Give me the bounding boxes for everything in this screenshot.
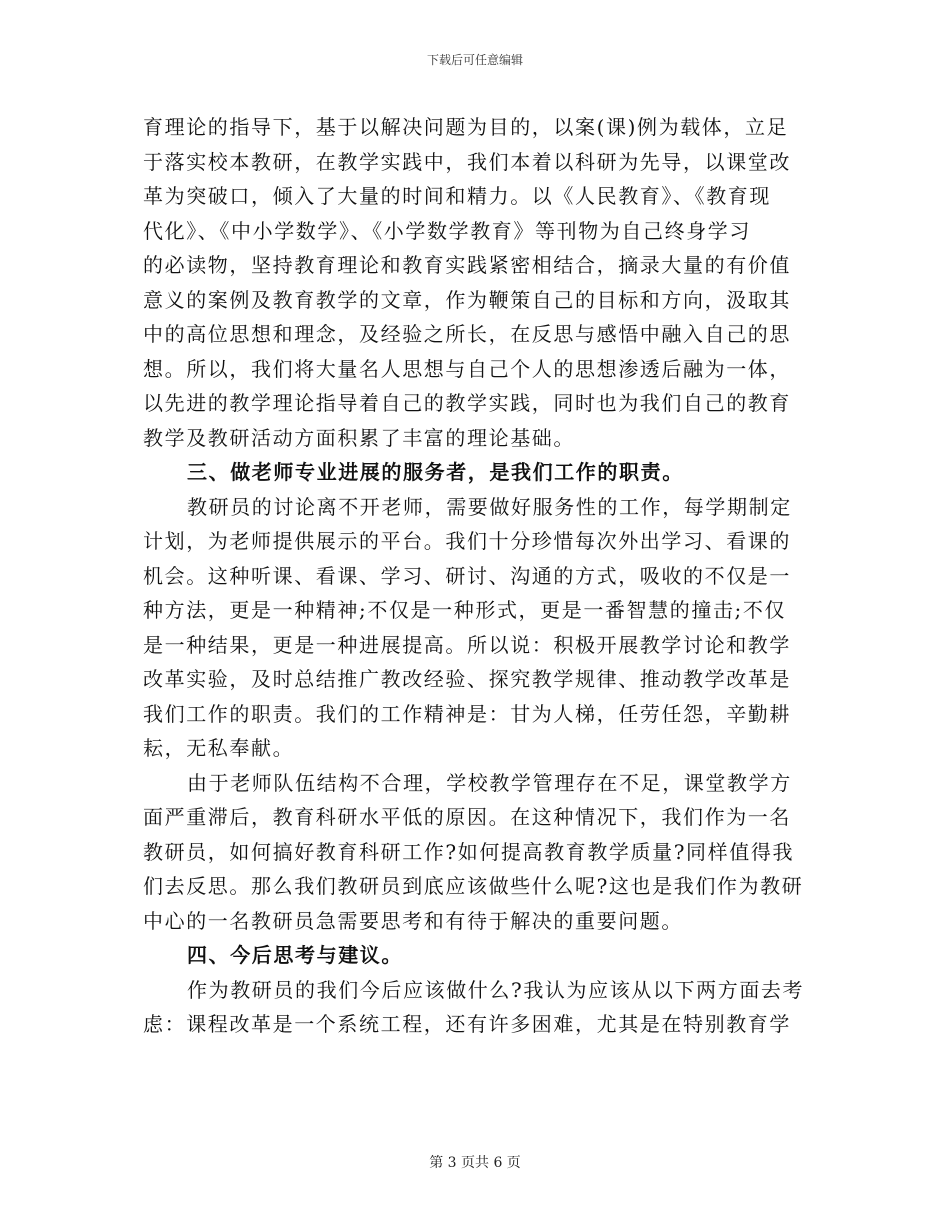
text-line: 代化》、《中小学数学》、《小学数学教育》等刊物为自己终身学习 [143,218,751,243]
text-line: 教学及教研活动方面积累了丰富的理论基础。 [143,425,575,450]
text-line: 们去反思。那么我们教研员到底应该做些什么呢?这也是我们作为教研 [143,874,804,898]
text-line: 教研员的讨论离不开老师，需要做好服务性的工作，每学期制定 [187,494,792,519]
heading-text: 四、今后思考与建议。 [187,943,403,967]
paragraph-service-duty [143,490,807,766]
text-line: 于落实校本教研，在教学实践中，我们本着以科研为先导，以课堂改 [143,149,791,174]
text-line: 面严重滞后，教育科研水平低的原因。在这种情况下，我们作为一名 [143,805,791,829]
text-line: 我们工作的职责。我们的工作精神是：甘为人梯，任劳任怨，辛勤耕 [143,701,791,726]
paragraph-theory-practice [143,110,807,455]
text-line: 改革实验，及时总结推广教改经验、探究教学规律、推动教学改革是 [143,667,791,691]
heading-text: 三、做老师专业进展的服务者，是我们工作的职责。 [187,460,684,484]
text-line: 的必读物，坚持教育理论和教育实践紧密相结合，摘录大量的有价值 [143,253,791,277]
text-line: 革为突破口，倾入了大量的时间和精力。以《人民教育》、《教育现 [143,184,771,208]
section-heading-4 [143,938,807,973]
text-line: 虑：课程改革是一个系统工程，还有许多困难，尤其是在特别教育学 [143,1012,791,1036]
paragraph-future-thoughts [143,973,807,1042]
text-line: 中的高位思想和理念，及经验之所长，在反思与感悟中融入自己的思 [143,322,791,346]
text-line: 机会。这种听课、看课、学习、研讨、沟通的方式，吸收的不仅是一 [143,563,791,588]
text-line: 计划，为老师提供展示的平台。我们十分珍惜每次外出学习、看课的 [143,529,791,553]
text-line: 耘，无私奉献。 [143,736,295,760]
text-line: 育理论的指导下，基于以解决问题为目的，以案(课)例为载体，立足 [143,115,789,139]
page-header-note: 下载后可任意编辑 [426,53,523,67]
text-line: 意义的案例及教育教学的文章，作为鞭策自己的目标和方向，汲取其 [143,287,791,312]
page-number-footer: 第 3 页共 6 页 [429,1155,521,1171]
text-line: 想。所以，我们将大量名人思想与自己个人的思想渗透后融为一体， [143,356,791,381]
text-line: 作为教研员的我们今后应该做什么?我认为应该从以下两方面去考 [187,977,805,1002]
section-heading-3 [143,455,807,490]
text-line: 是一种结果，更是一种进展提高。所以说：积极开展教学讨论和教学 [143,632,791,657]
text-line: 以先进的教学理论指导着自己的教学实践，同时也为我们自己的教育 [143,391,791,415]
document-body [143,110,807,1042]
text-line: 种方法，更是一种精神;不仅是一种形式，更是一番智慧的撞击;不仅 [143,598,787,622]
text-line: 教研员，如何搞好教育科研工作?如何提高教育教学质量?同样值得我 [143,839,795,864]
text-line: 中心的一名教研员急需要思考和有待于解决的重要问题。 [143,908,683,933]
text-line: 由于老师队伍结构不合理，学校教学管理存在不足，课堂教学方 [187,770,792,795]
paragraph-reflection [143,766,807,939]
